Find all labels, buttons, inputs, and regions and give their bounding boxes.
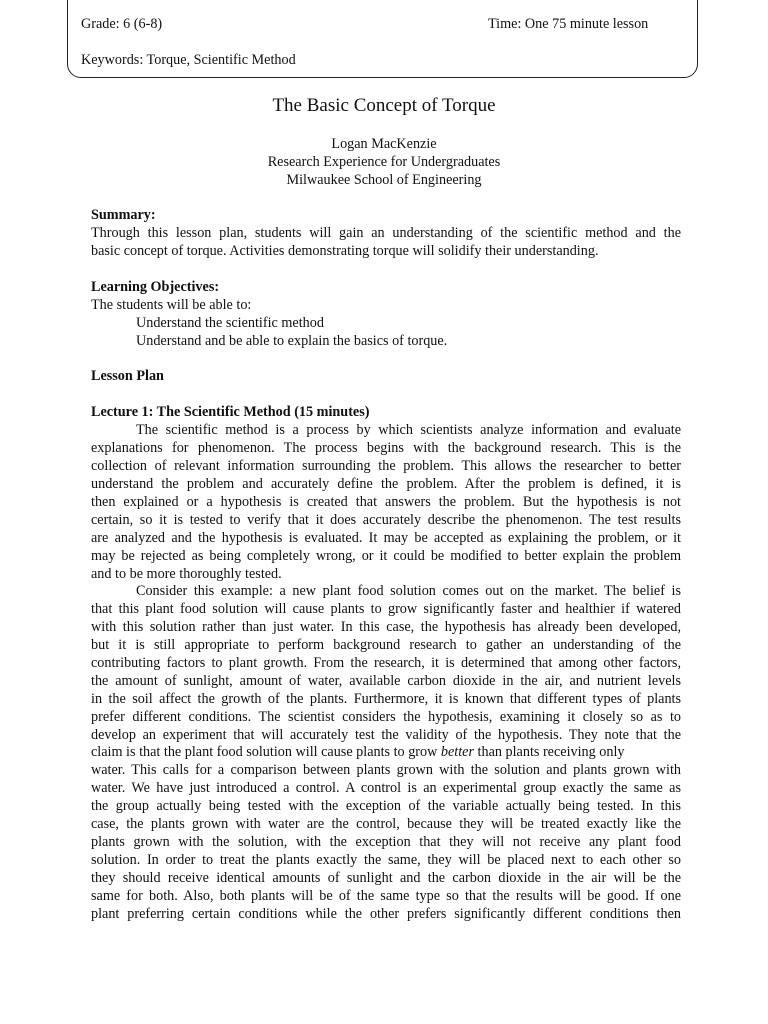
paragraph-line: plant preferring certain conditions while the other prefers significantly different conditions then	[91, 905, 681, 922]
school-name: Milwaukee School of Engineering	[286, 172, 482, 188]
text-run: claim is that the plant food solution will cause plants to grow	[91, 744, 441, 761]
paragraph-line: and to be more thoroughly tested.	[91, 565, 282, 582]
paragraph-line: that this plant food solution will cause plants to grow significantly faster and healthier if watered	[91, 601, 681, 618]
byline	[0, 136, 768, 190]
lesson-plan-heading: Lesson Plan	[91, 368, 164, 385]
paragraph-line: The scientific method is a process by which scientists analyze information and evaluate	[136, 422, 681, 439]
paragraph-line: plants grown with the solution, with the exception that they will not receive any plant food	[91, 833, 681, 850]
paragraph-line: collection of relevant information surrounding the problem. This allows the researcher to better	[91, 458, 681, 475]
paragraph-line: explanations for phenomenon. The process begins with the background research. This is the	[91, 440, 681, 457]
paragraph-line: the group actually being tested with the exception of the variable actually being tested. In this	[91, 798, 681, 815]
objective-item: Understand the scientific method	[136, 314, 324, 331]
paragraph-line: they should receive identical amounts of sunlight and the carbon dioxide in the air will be the	[91, 869, 681, 886]
keywords-label: Keywords: Torque, Scientific Method	[81, 52, 296, 68]
paragraph-line: in the soil affect the growth of the plants. Furthermore, it is known that different types of plants	[91, 690, 681, 707]
emphasis-text: better	[440, 744, 474, 761]
paragraph-line: may be rejected as being completely wrong, or it could be modified to better explain the problem	[91, 547, 681, 564]
paragraph-line: water. We have just introduced a control. A control is an experimental group exactly the same as	[91, 780, 681, 797]
lecture1-paragraph-2	[91, 583, 681, 923]
paragraph-line: solution. In order to treat the plants exactly the same, they will be placed next to each other so	[91, 851, 681, 868]
paragraph-line: the amount of sunlight, amount of water, available carbon dioxide in the air, and nutrient levels	[91, 672, 681, 689]
document-body	[91, 207, 681, 923]
objectives-intro: The students will be able to:	[91, 296, 252, 313]
paragraph-line: prefer different conditions. The scientist considers the hypothesis, examining it closely so as to	[91, 708, 681, 725]
paragraph-line: certain, so it is tested to verify that it does accurately describe the phenomenon. The test results	[91, 511, 681, 528]
time-label: Time: One 75 minute lesson	[488, 16, 649, 32]
paragraph-line: contributing factors to plant growth. From the research, it is determined that among other factors,	[91, 655, 681, 672]
paragraph-line: develop an experiment that will accurately test the validity of the hypothesis. They note that the	[91, 726, 681, 743]
paragraph-line: but it is still appropriate to perform background research to gather an understanding of the	[91, 637, 681, 654]
program-name: Research Experience for Undergraduates	[267, 154, 501, 170]
lecture1-heading: Lecture 1: The Scientific Method (15 minutes)	[91, 404, 370, 421]
grade-label: Grade: 6 (6-8)	[81, 16, 163, 32]
paragraph-line: water. This calls for a comparison between plants grown with the solution and plants grown with	[91, 762, 681, 779]
paragraph-line: with this solution rather than just water. In this case, the hypothesis has already been developed,	[91, 619, 681, 636]
paragraph-line: Consider this example: a new plant food solution comes out on the market. The belief is	[136, 583, 681, 600]
author-name: Logan MacKenzie	[331, 136, 437, 152]
text-run: than plants receiving only	[474, 744, 625, 761]
summary-line: Through this lesson plan, students will gain an understanding of the scientific method and the	[91, 225, 681, 241]
lecture1-paragraph-1	[91, 422, 681, 583]
paragraph-line: same for both. Also, both plants will be of the same type so that the results will be good. If one	[91, 887, 681, 904]
paragraph-line: then explained or a hypothesis is created that answers the problem. But the hypothesis is not	[91, 494, 681, 511]
paragraph-text	[91, 744, 625, 762]
objectives-heading: Learning Objectives:	[91, 278, 220, 295]
paragraph-line: are analyzed and the hypothesis is evaluated. It may be accepted as explaining the problem, or it	[91, 529, 681, 546]
paragraph-line: understand the problem and accurately define the problem. After the problem is defined, it is	[91, 476, 681, 493]
summary-heading: Summary:	[91, 207, 156, 223]
document-title: The Basic Concept of Torque	[272, 95, 496, 116]
paragraph-line: case, the plants grown with water are the control, because they will be treated exactly like the	[91, 816, 681, 833]
summary-line: basic concept of torque. Activities demonstrating torque will solidify their understanding.	[91, 242, 599, 259]
paragraph-line	[91, 744, 681, 762]
objective-item: Understand and be able to explain the basics of torque.	[136, 332, 448, 349]
